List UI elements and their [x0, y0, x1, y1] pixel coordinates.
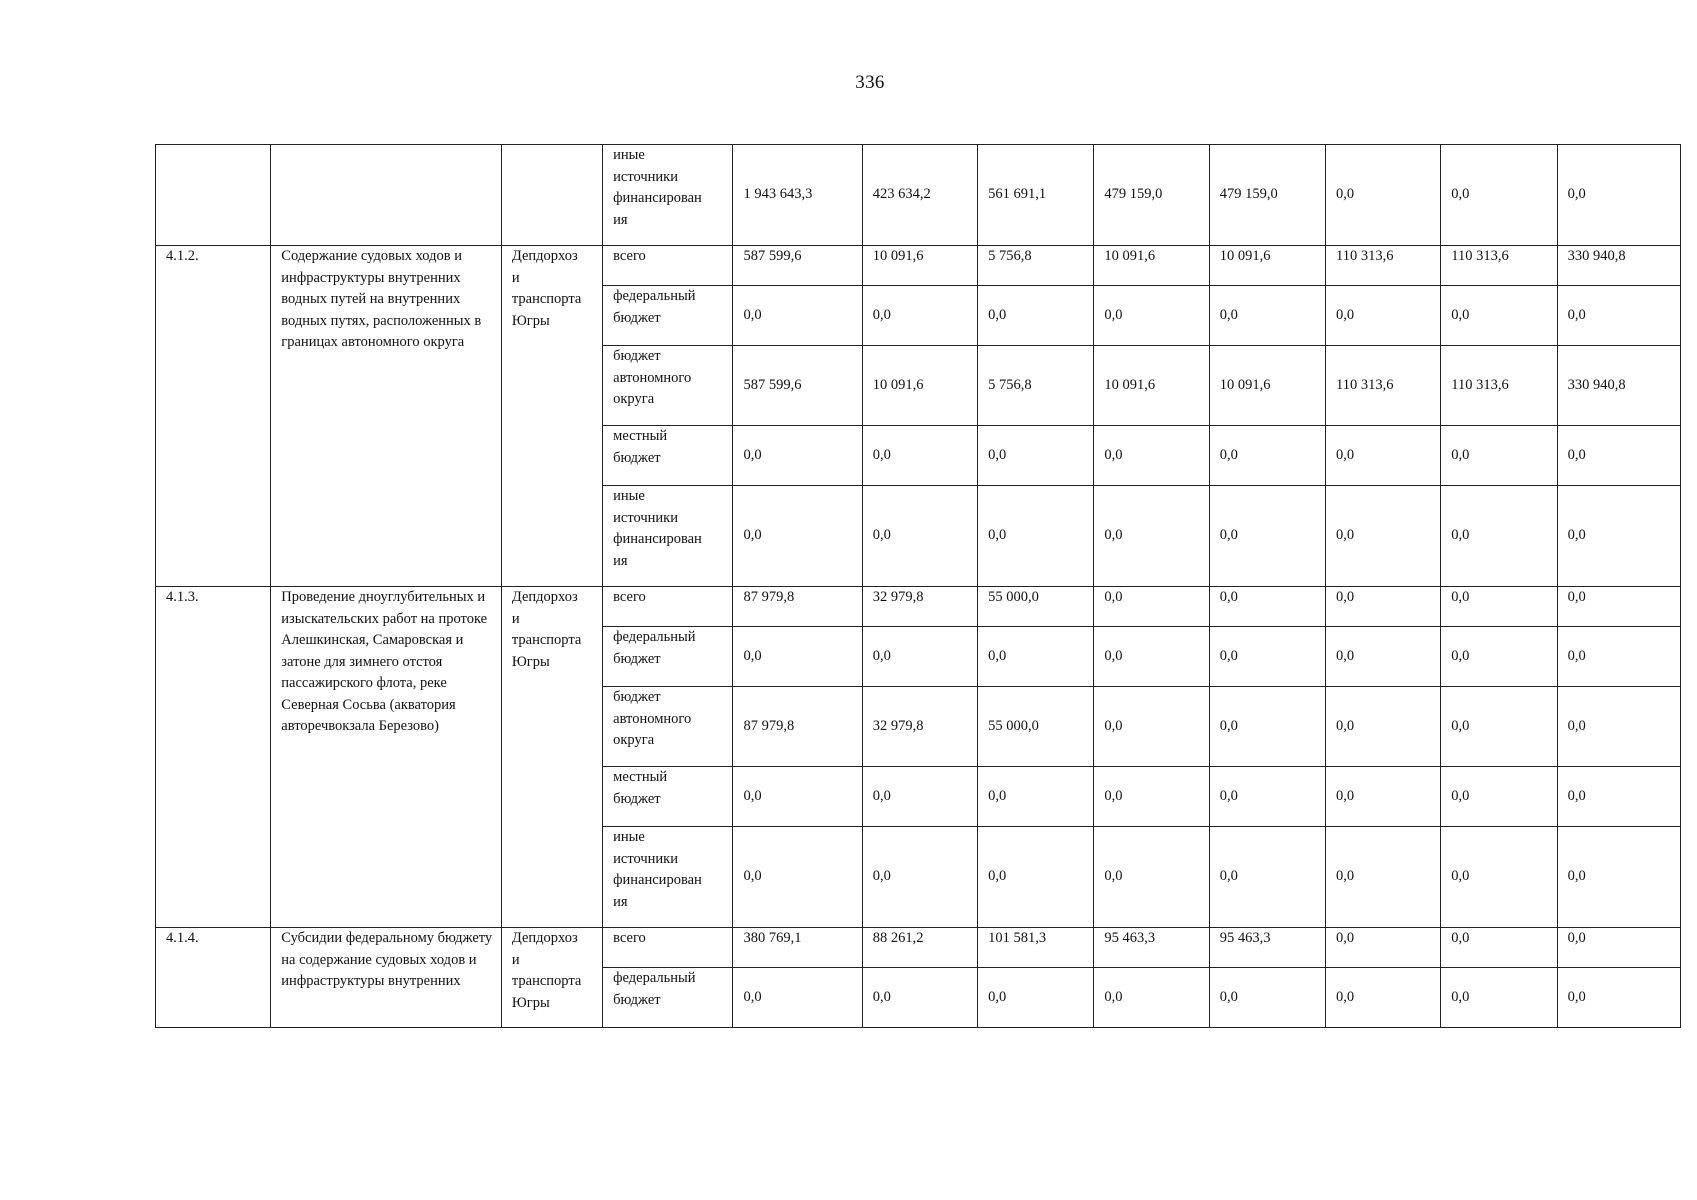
value-cell: 0,0	[1094, 687, 1209, 767]
value-cell: 0,0	[1441, 627, 1557, 687]
value-cell: 0,0	[1325, 968, 1440, 1028]
value-cell: 587 599,6	[733, 346, 862, 426]
page-number: 336	[855, 72, 885, 93]
value-cell: 0,0	[978, 486, 1094, 587]
value-cell: 55 000,0	[978, 587, 1094, 627]
value-cell: 110 313,6	[1441, 346, 1557, 426]
item-code-cell	[156, 145, 271, 246]
value-cell: 0,0	[1557, 627, 1680, 687]
value-cell: 0,0	[1325, 767, 1440, 827]
value-cell: 87 979,8	[733, 687, 862, 767]
value-cell: 0,0	[1094, 286, 1209, 346]
item-name: Субсидии федеральному бюджету на содержание судовых ходов и инфраструктуры внутренних	[271, 928, 502, 1028]
value-cell: 0,0	[1557, 426, 1680, 486]
value-cell: 0,0	[733, 767, 862, 827]
value-cell: 95 463,3	[1209, 928, 1325, 968]
funding-source-cell	[603, 627, 733, 687]
value-cell: 0,0	[978, 767, 1094, 827]
value-cell: 0,0	[1557, 486, 1680, 587]
value-cell: 0,0	[1557, 587, 1680, 627]
value-cell: 95 463,3	[1094, 928, 1209, 968]
value-cell: 0,0	[1557, 687, 1680, 767]
funding-source: иные источники финансирован ия	[613, 829, 702, 910]
value-cell: 10 091,6	[1209, 246, 1325, 286]
value-cell: 0,0	[1441, 145, 1557, 246]
value-cell: 0,0	[1325, 928, 1440, 968]
value-cell: 0,0	[1325, 827, 1440, 928]
funding-source: федеральный бюджет	[613, 970, 696, 1008]
value-cell: 0,0	[978, 286, 1094, 346]
value-cell: 0,0	[862, 767, 977, 827]
value-cell: 0,0	[1557, 286, 1680, 346]
value-cell: 0,0	[733, 286, 862, 346]
value-cell: 0,0	[1209, 486, 1325, 587]
value-cell: 0,0	[733, 968, 862, 1028]
value-cell: 0,0	[862, 286, 977, 346]
value-cell: 330 940,8	[1557, 346, 1680, 426]
value-cell: 0,0	[1557, 928, 1680, 968]
value-cell: 32 979,8	[862, 687, 977, 767]
value-cell: 0,0	[1209, 767, 1325, 827]
value-cell: 10 091,6	[1094, 246, 1209, 286]
funding-source-cell	[603, 827, 733, 928]
value-cell: 0,0	[733, 627, 862, 687]
funding-source: бюджет автономного округа	[613, 348, 692, 407]
value-cell: 0,0	[733, 827, 862, 928]
funding-source: всего	[613, 930, 646, 946]
value-cell: 0,0	[1325, 426, 1440, 486]
value-cell: 55 000,0	[978, 687, 1094, 767]
funding-source-cell	[603, 968, 733, 1028]
item-name: Проведение дноуглубительных и изыскательских работ на протоке Алешкинская, Самаровская и затоне для зимнего отстоя пассажирского флота, реке Северная Сосьва (акватория авторечвокзала Березово)	[271, 587, 502, 928]
funding-source-cell	[603, 687, 733, 767]
value-cell: 0,0	[862, 627, 977, 687]
value-cell: 479 159,0	[1094, 145, 1209, 246]
item-code: 4.1.3.	[156, 587, 271, 928]
value-cell: 10 091,6	[862, 346, 977, 426]
funding-source-cell	[603, 486, 733, 587]
funding-source: местный бюджет	[613, 769, 668, 807]
executor: Депдорхоз и транспорта Югры	[501, 587, 602, 928]
value-cell: 0,0	[1441, 968, 1557, 1028]
table-row	[156, 928, 1681, 968]
value-cell: 110 313,6	[1441, 246, 1557, 286]
funding-source-cell	[603, 246, 733, 286]
value-cell: 0,0	[1325, 587, 1440, 627]
funding-source-cell	[603, 426, 733, 486]
value-cell: 5 756,8	[978, 346, 1094, 426]
value-cell: 0,0	[1557, 145, 1680, 246]
value-cell: 32 979,8	[862, 587, 977, 627]
funding-source-cell	[603, 767, 733, 827]
value-cell: 0,0	[978, 426, 1094, 486]
value-cell: 0,0	[1325, 286, 1440, 346]
value-cell: 87 979,8	[733, 587, 862, 627]
executor: Депдорхоз и транспорта Югры	[501, 928, 602, 1028]
value-cell: 0,0	[1557, 827, 1680, 928]
funding-source: иные источники финансирован ия	[613, 488, 702, 569]
value-cell: 5 756,8	[978, 246, 1094, 286]
value-cell: 88 261,2	[862, 928, 977, 968]
value-cell: 10 091,6	[1094, 346, 1209, 426]
item-name-cell	[271, 145, 502, 246]
value-cell: 0,0	[1209, 286, 1325, 346]
value-cell: 0,0	[1209, 968, 1325, 1028]
value-cell: 380 769,1	[733, 928, 862, 968]
value-cell: 0,0	[978, 968, 1094, 1028]
funding-source: федеральный бюджет	[613, 629, 696, 667]
value-cell: 0,0	[862, 426, 977, 486]
value-cell: 10 091,6	[1209, 346, 1325, 426]
funding-source-cell	[603, 346, 733, 426]
value-cell: 0,0	[978, 827, 1094, 928]
table-row	[156, 145, 1681, 246]
funding-source-cell	[603, 286, 733, 346]
value-cell: 0,0	[1441, 486, 1557, 587]
value-cell: 0,0	[1094, 827, 1209, 928]
funding-table	[155, 144, 1681, 1028]
value-cell: 0,0	[862, 827, 977, 928]
funding-source-cell	[603, 928, 733, 968]
value-cell: 0,0	[1441, 426, 1557, 486]
executor-cell	[501, 145, 602, 246]
value-cell: 10 091,6	[862, 246, 977, 286]
value-cell: 587 599,6	[733, 246, 862, 286]
value-cell: 0,0	[1441, 286, 1557, 346]
funding-source-cell	[603, 145, 733, 246]
value-cell: 0,0	[1094, 767, 1209, 827]
value-cell: 0,0	[1441, 767, 1557, 827]
value-cell: 0,0	[1441, 928, 1557, 968]
value-cell: 0,0	[1557, 767, 1680, 827]
item-code: 4.1.4.	[156, 928, 271, 1028]
table-row	[156, 587, 1681, 627]
table-body	[156, 145, 1681, 1028]
table-row	[156, 246, 1681, 286]
funding-source: иные источники финансирован ия	[613, 147, 702, 228]
value-cell: 0,0	[1209, 587, 1325, 627]
funding-source: всего	[613, 248, 646, 264]
value-cell: 0,0	[978, 627, 1094, 687]
value-cell: 0,0	[1209, 627, 1325, 687]
value-cell: 0,0	[1325, 486, 1440, 587]
value-cell: 0,0	[1094, 587, 1209, 627]
value-cell: 0,0	[1441, 827, 1557, 928]
funding-source: федеральный бюджет	[613, 288, 696, 326]
value-cell: 0,0	[733, 426, 862, 486]
value-cell: 423 634,2	[862, 145, 977, 246]
item-name: Содержание судовых ходов и инфраструктуры внутренних водных путей на внутренних водных путях, расположенных в границах автономного округа	[271, 246, 502, 587]
value-cell: 479 159,0	[1209, 145, 1325, 246]
value-cell: 0,0	[1094, 426, 1209, 486]
value-cell: 1 943 643,3	[733, 145, 862, 246]
funding-source: всего	[613, 589, 646, 605]
value-cell: 0,0	[862, 968, 977, 1028]
value-cell: 0,0	[1325, 627, 1440, 687]
value-cell: 0,0	[1094, 486, 1209, 587]
value-cell: 110 313,6	[1325, 246, 1440, 286]
value-cell: 110 313,6	[1325, 346, 1440, 426]
funding-source: бюджет автономного округа	[613, 689, 692, 748]
executor: Депдорхоз и транспорта Югры	[501, 246, 602, 587]
value-cell: 0,0	[1094, 627, 1209, 687]
value-cell: 0,0	[1325, 145, 1440, 246]
value-cell: 330 940,8	[1557, 246, 1680, 286]
value-cell: 0,0	[862, 486, 977, 587]
value-cell: 0,0	[1209, 687, 1325, 767]
value-cell: 561 691,1	[978, 145, 1094, 246]
value-cell: 0,0	[1094, 968, 1209, 1028]
funding-source: местный бюджет	[613, 428, 668, 466]
value-cell: 0,0	[1441, 587, 1557, 627]
value-cell: 101 581,3	[978, 928, 1094, 968]
value-cell: 0,0	[1557, 968, 1680, 1028]
funding-source-cell	[603, 587, 733, 627]
value-cell: 0,0	[1209, 827, 1325, 928]
value-cell: 0,0	[733, 486, 862, 587]
item-code: 4.1.2.	[156, 246, 271, 587]
value-cell: 0,0	[1441, 687, 1557, 767]
value-cell: 0,0	[1325, 687, 1440, 767]
value-cell: 0,0	[1209, 426, 1325, 486]
